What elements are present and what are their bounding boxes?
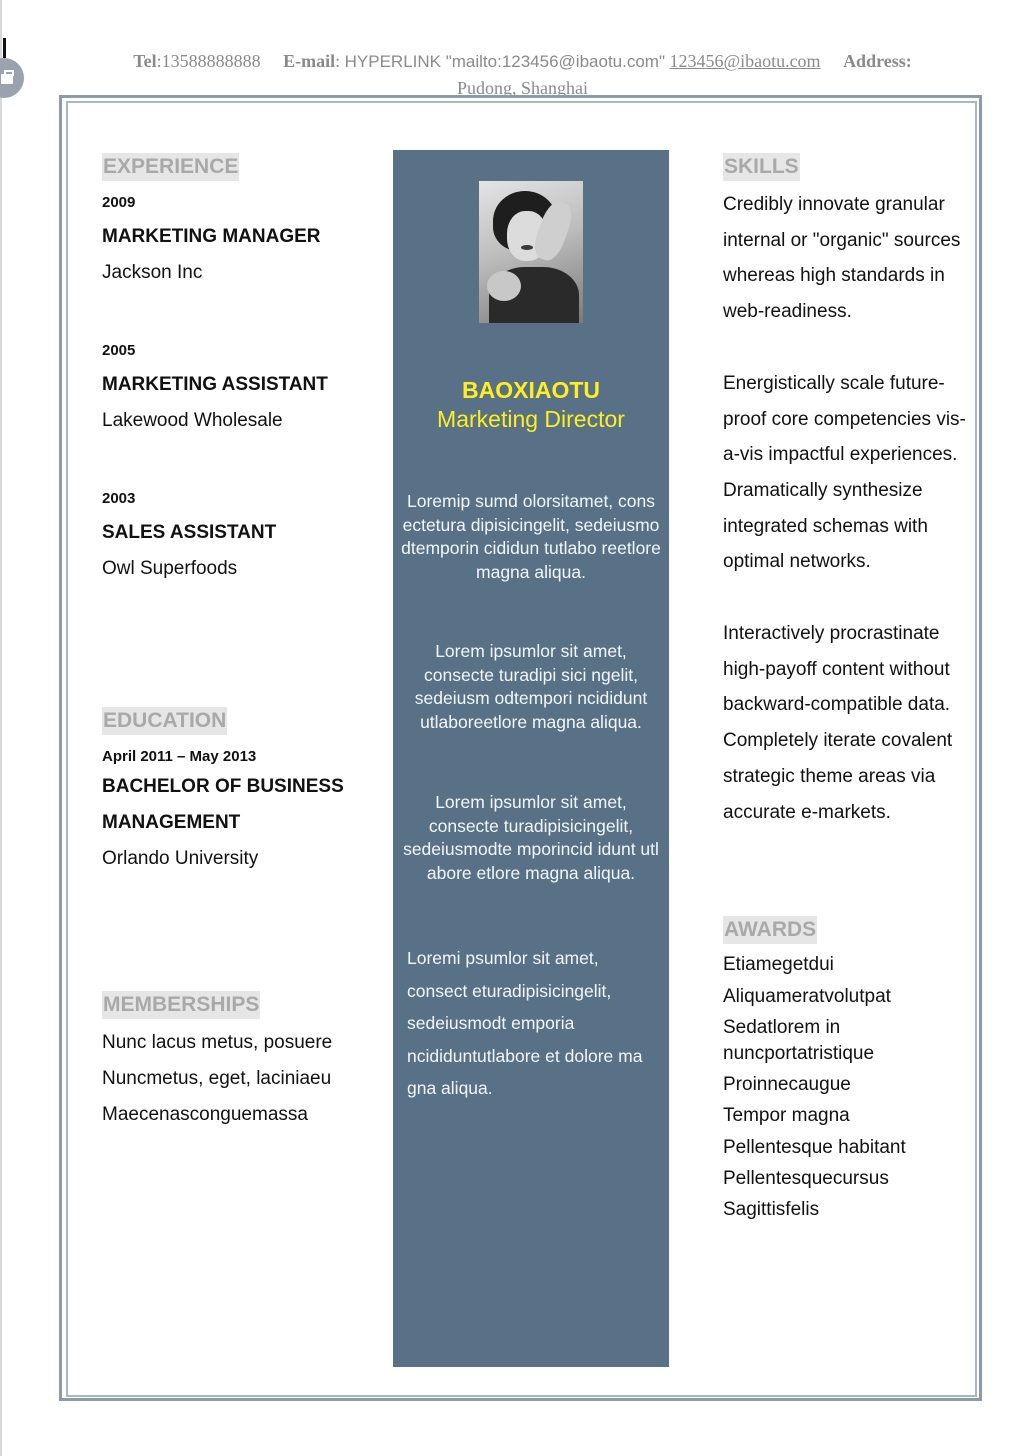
education-degree-line1: BACHELOR OF BUSINESS	[102, 776, 344, 797]
address-label: Address:	[843, 51, 912, 71]
education-school: Orlando University	[102, 848, 259, 869]
education-heading: EDUCATION	[102, 707, 227, 735]
experience-role: MARKETING ASSISTANT	[102, 374, 328, 395]
profile-photo	[479, 181, 583, 323]
page-left-edge	[0, 0, 2, 1456]
tel-value: 13588888888	[161, 51, 261, 71]
memberships-heading: MEMBERSHIPS	[102, 991, 260, 1019]
experience-org: Lakewood Wholesale	[102, 410, 283, 431]
email-hyperlink-field: HYPERLINK "mailto:123456@ibaotu.com"	[344, 52, 665, 71]
award-item: Pellentesque habitant	[723, 1136, 906, 1158]
award-item: Etiamegetdui	[723, 954, 834, 976]
award-item: Sedatlorem in nuncportatristique	[723, 1016, 875, 1064]
experience-item	[102, 193, 387, 329]
email-colon: :	[335, 51, 341, 71]
experience-org: Owl Superfoods	[102, 558, 238, 579]
skills-paragraph: Credibly innovate granular internal or "organic" sources whereas high standards in web-readiness.	[723, 194, 961, 323]
profile-paragraph: Lorem ipsumlor sit amet, consecte turadipi sici ngelit, sedeiusm odtempori ncididunt utlaboreetlore magna aliqua.	[414, 641, 648, 732]
experience-year: 2009	[102, 194, 136, 211]
tel-label: Tel	[133, 51, 157, 71]
contact-header	[70, 48, 975, 101]
award-item: Proinnecaugue	[723, 1074, 851, 1096]
education-degree-line2: MANAGEMENT	[102, 812, 241, 833]
tel-colon: :	[156, 51, 162, 71]
skills-paragraph: Energistically scale future-proof core competencies vis-a-vis impactful experiences. Dramatically synthesize integrated schemas with optimal networks.	[723, 372, 966, 573]
profile-paragraph: Lorem ipsumlor sit amet, consecte turadipisicingelit, sedeiusmodte mporincid idunt utl abore etlore magna aliqua.	[403, 792, 659, 883]
right-column	[723, 153, 973, 1229]
address-value: Pudong, Shanghai	[456, 78, 588, 98]
email-label: E-mail	[283, 51, 336, 71]
membership-item: Nuncmetus, eget, laciniaeu	[102, 1068, 332, 1089]
profile-panel	[393, 150, 669, 1367]
awards-heading: AWARDS	[723, 916, 817, 944]
experience-org: Jackson Inc	[102, 262, 203, 283]
membership-item: Nunc lacus metus, posuere	[102, 1032, 333, 1053]
email-link[interactable]: 123456@ibaotu.com	[669, 51, 821, 71]
education-period: April 2011 – May 2013	[102, 748, 257, 765]
contact-line	[70, 48, 975, 75]
left-column	[102, 153, 387, 1133]
experience-role: MARKETING MANAGER	[102, 226, 321, 247]
award-item: Sagittisfelis	[723, 1199, 820, 1221]
briefcase-icon	[1, 70, 13, 84]
experience-year: 2003	[102, 490, 136, 507]
skills-paragraph: Interactively procrastinate high-payoff content without backward-compatible data. Completely iterate covalent strategic theme areas via accurate e-markets.	[723, 623, 953, 823]
experience-heading: EXPERIENCE	[102, 153, 239, 181]
experience-item	[102, 341, 387, 477]
membership-item: Maecenasconguemassa	[102, 1104, 308, 1125]
profile-job-title: Marketing Director	[437, 406, 625, 432]
text-cursor	[3, 38, 6, 58]
award-item: Aliquameratvolutpat	[723, 985, 891, 1007]
side-panel-tab[interactable]	[0, 58, 24, 98]
awards-list	[723, 952, 973, 1223]
experience-year: 2005	[102, 342, 136, 359]
award-item: Pellentesquecursus	[723, 1168, 889, 1190]
experience-role: SALES ASSISTANT	[102, 522, 277, 543]
skills-heading: SKILLS	[723, 153, 800, 181]
award-item: Tempor magna	[723, 1105, 850, 1127]
profile-name: BAOXIAOTU	[462, 377, 600, 403]
experience-item	[102, 489, 387, 587]
profile-last-paragraph: Loremi psumlor sit amet, consect eturadipisicingelit, sedeiusmodt emporia ncididuntutlabore et dolore ma gna aliqua.	[407, 948, 643, 1098]
profile-paragraph: Loremip sumd olorsitamet, cons ectetura dipisicingelit, sedeiusmo dtemporin cididun tutlabo reetlore magna aliqua.	[401, 491, 661, 582]
